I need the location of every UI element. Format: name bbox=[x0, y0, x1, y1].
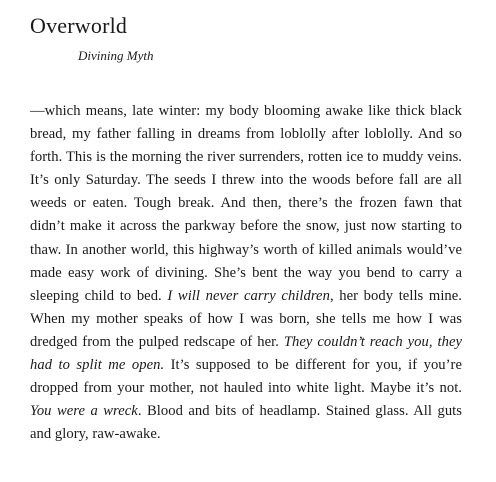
body-italic-segment: They couldn’t reach you, they had to split me open. bbox=[30, 333, 463, 374]
body-segment: . Blood and bits of headlamp. Stained glass. All guts and glory, raw-awake. bbox=[30, 403, 462, 443]
body-italic-segment: I will never carry children bbox=[167, 287, 330, 304]
body-segment: —which means, late winter: my body blooming awake like thick black bread, my father falling in dreams from loblolly after loblolly. And so forth. This is the morning the river surrenders, rotten ice to muddy veins. It’s only Saturday. The seeds I threw into the woods before fall are all weeds or eaten. Tough break. And then, there’s the frozen fawn that didn’t make it across the parkway before the snow, just now starting to thaw. In another world, this highway’s worth of killed animals would’ve made easy work of divining. She’s bent the way you bend to carry a sleeping child to bed. bbox=[30, 103, 462, 304]
poem-subtitle: Divining Myth bbox=[78, 48, 154, 63]
body-segment: , her body tells mine. When my mother speaks of how I was born, she tells me how I was dredged from the pulped redscape of her. bbox=[30, 287, 462, 350]
poem-title: Overworld bbox=[30, 13, 128, 38]
poem-body bbox=[30, 100, 462, 446]
poem-page bbox=[30, 12, 462, 446]
body-segment: It’s supposed to be different for you, if you’re dropped from your mother, not hauled into white light. Maybe it’s not. bbox=[30, 357, 462, 397]
body-italic-segment: You were a wreck bbox=[30, 403, 138, 420]
